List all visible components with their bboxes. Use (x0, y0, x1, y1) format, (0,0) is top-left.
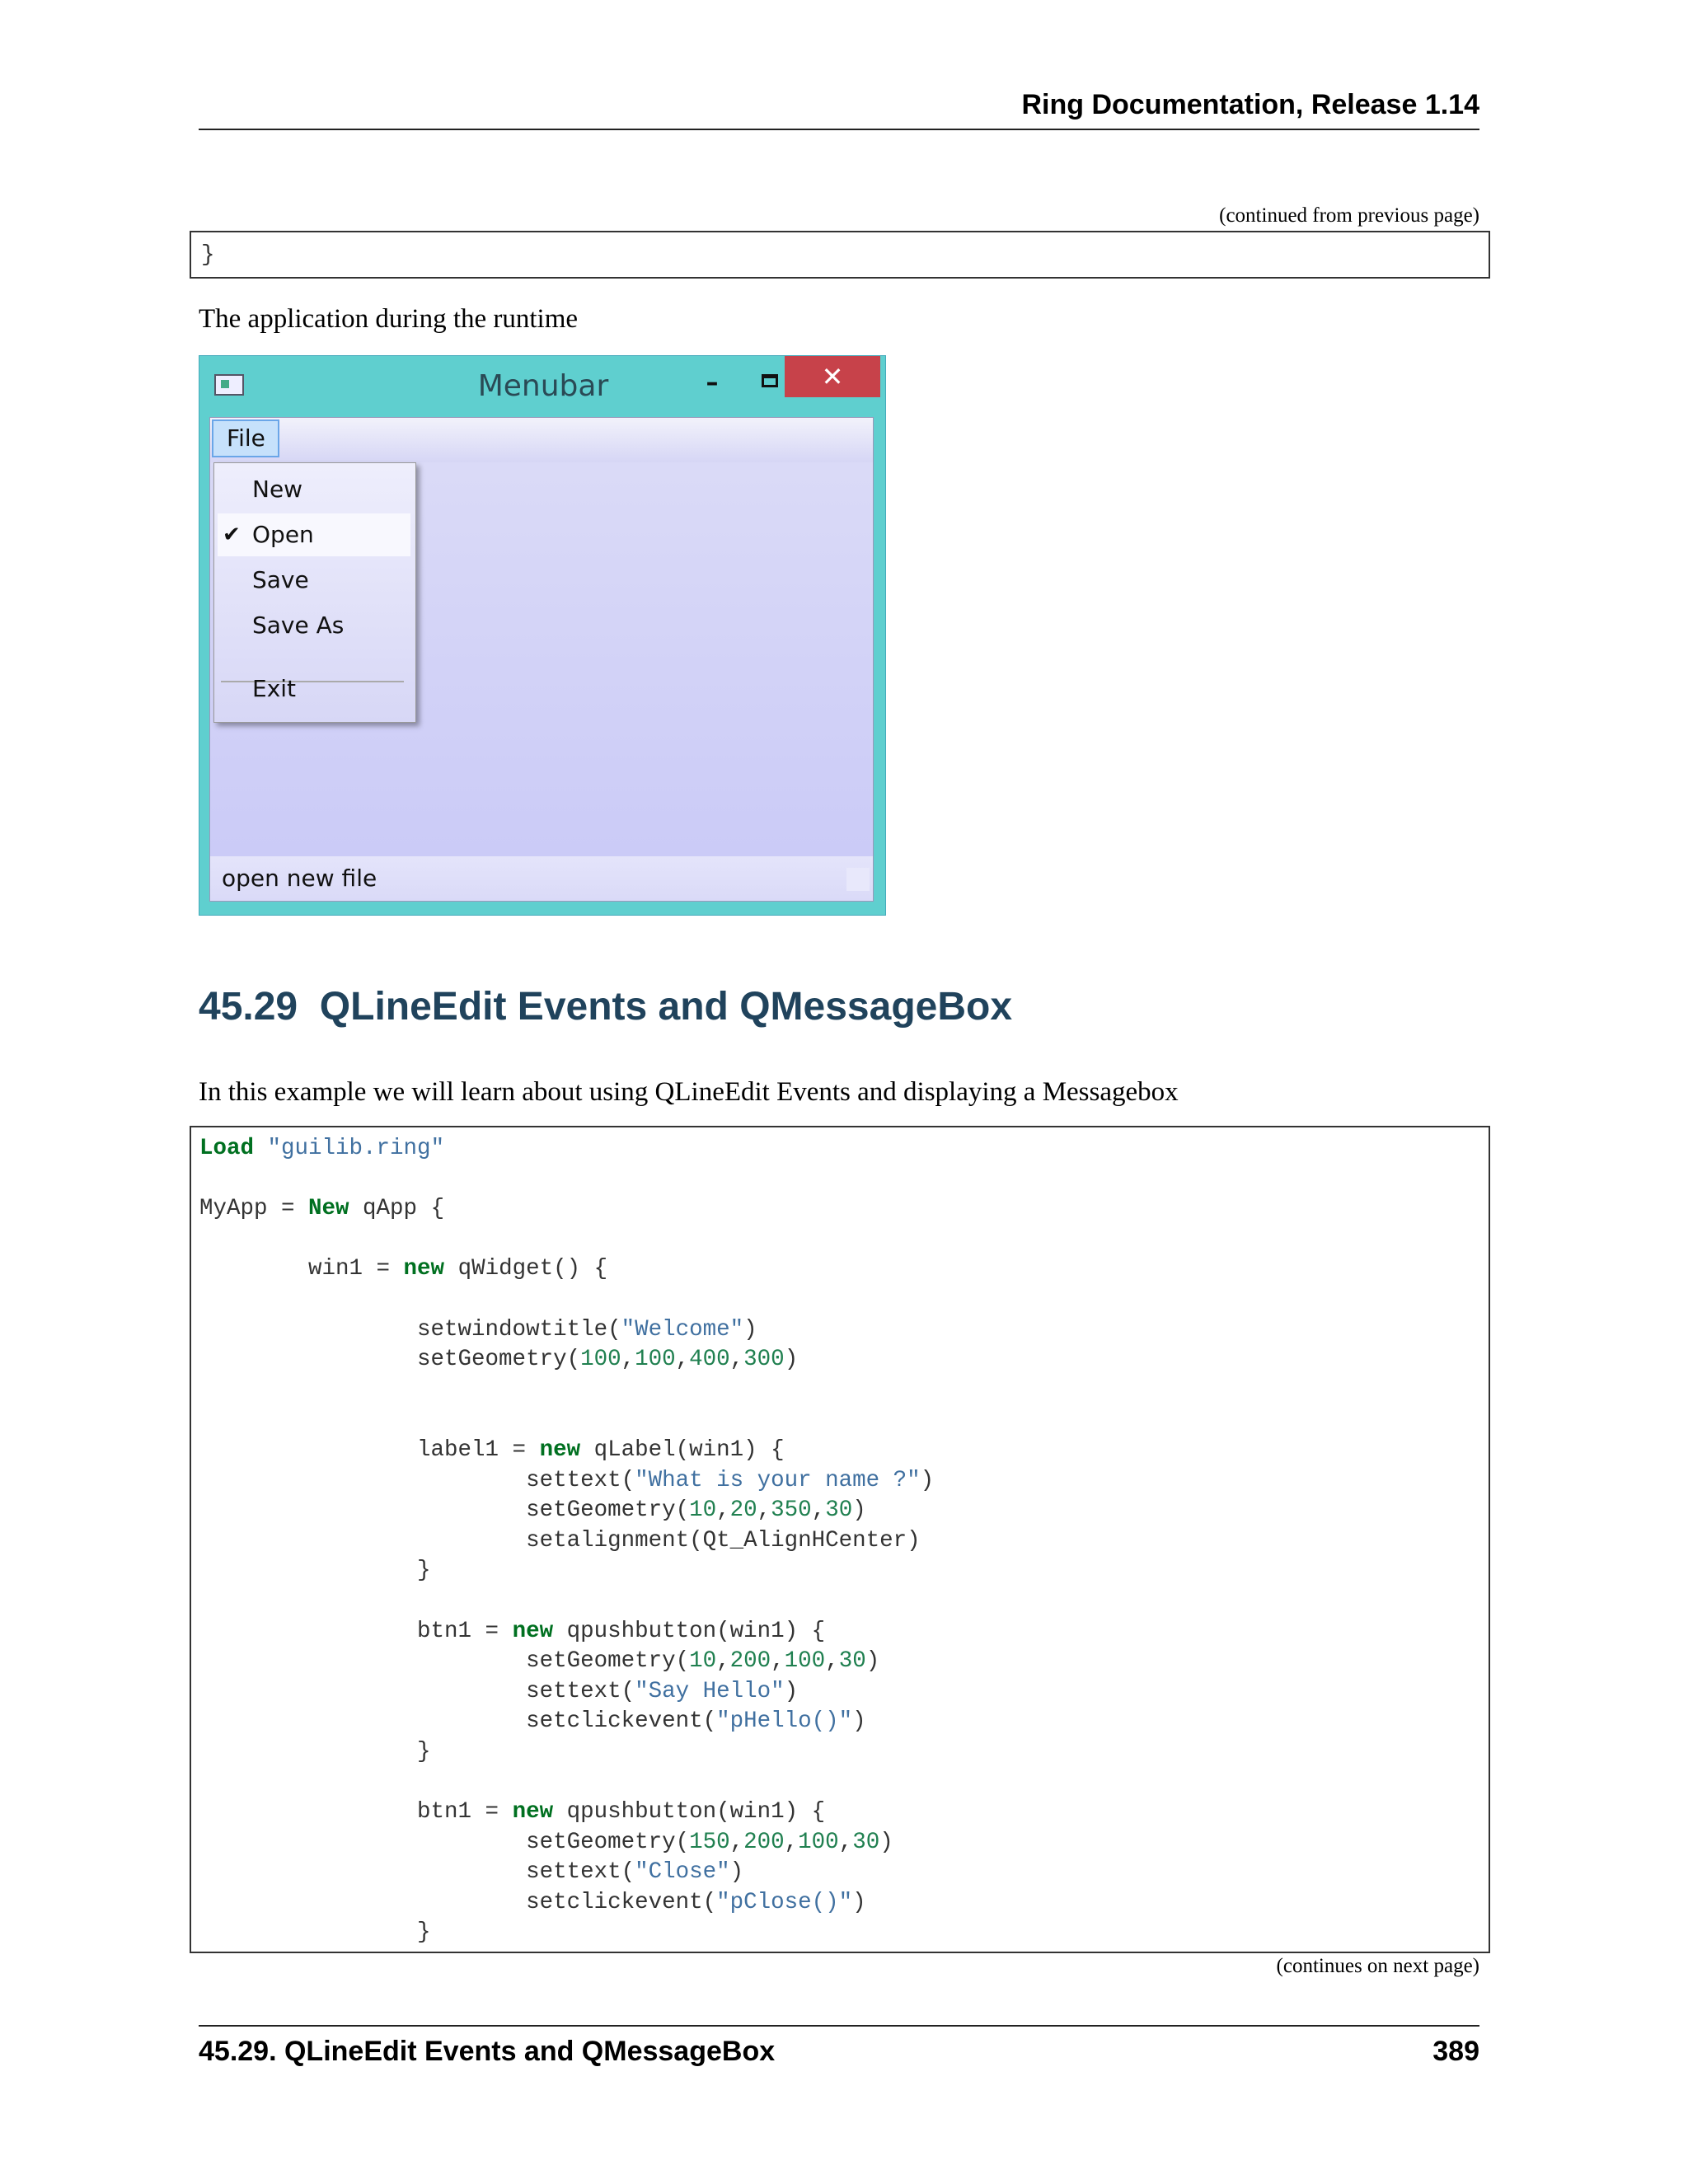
page-header-title: Ring Documentation, Release 1.14 (1021, 89, 1479, 120)
menu-item-label: Exit (252, 675, 297, 702)
code-line: setGeometry(100,100,400,300) (199, 1347, 799, 1373)
menu-file[interactable]: File (212, 419, 279, 457)
code-line (199, 1405, 934, 1436)
code-line: setGeometry(150,200,100,30) (199, 1829, 893, 1855)
window-client-area (209, 417, 874, 902)
code-line: btn1 = new qpushbutton(win1) { (199, 1799, 826, 1825)
app-window-screenshot (199, 355, 886, 916)
code-line: } (199, 1558, 431, 1584)
code-line (199, 1165, 934, 1195)
menu-item-label: Save As (252, 612, 345, 639)
code-line: label1 = new qLabel(win1) { (199, 1436, 785, 1463)
window-title: Menubar (477, 369, 609, 403)
code-line: win1 = new qWidget() { (199, 1256, 608, 1282)
status-bar (210, 856, 873, 901)
code-line: setclickevent("pClose()") (199, 1889, 866, 1915)
code-line (199, 1285, 934, 1315)
code-line (199, 1225, 934, 1255)
section-description: In this example we will learn about using QLineEdit Events and displaying a Messagebox (199, 1077, 1179, 1107)
close-icon[interactable]: ✕ (785, 356, 880, 397)
code-line: setalignment(Qt_AlignHCenter) (199, 1527, 921, 1554)
continued-from-note: (continued from previous page) (1219, 204, 1479, 227)
code-line: btn1 = new qpushbutton(win1) { (199, 1618, 826, 1644)
code-block-continued (190, 231, 1490, 279)
menu-item-save[interactable] (218, 559, 410, 602)
menu-item-exit[interactable] (218, 668, 410, 710)
size-grip-icon[interactable] (846, 868, 870, 891)
section-heading (199, 987, 1012, 1027)
section-title: QLineEdit Events and QMessageBox (319, 985, 1013, 1029)
section-number: 45.29 (199, 985, 298, 1029)
menu-item-label: Save (252, 566, 309, 593)
code-line (199, 1767, 934, 1797)
code-line: setwindowtitle("Welcome") (199, 1316, 757, 1343)
page-number: 389 (1432, 2036, 1479, 2067)
menubar (210, 418, 873, 462)
code-line: MyApp = New qApp { (199, 1196, 445, 1222)
menu-item-save-as[interactable] (218, 604, 410, 647)
code-line: setclickevent("pHello()") (199, 1708, 866, 1735)
code-line: Load "guilib.ring" (199, 1136, 445, 1161)
code-line: } (199, 1919, 431, 1946)
file-dropdown-menu (213, 462, 416, 723)
status-text: open new file (222, 865, 377, 892)
menu-item-new[interactable] (218, 468, 410, 511)
intro-text: The application during the runtime (199, 304, 579, 334)
code-listing (199, 1134, 934, 1948)
code-line (199, 1376, 934, 1406)
footer-section-label: 45.29. QLineEdit Events and QMessageBox (199, 2036, 776, 2067)
code-line: settext("What is your name ?") (199, 1467, 935, 1493)
code-line: settext("Close") (199, 1859, 744, 1886)
menu-item-label: Open (252, 521, 314, 548)
menu-item-open[interactable] (218, 513, 410, 556)
code-line: setGeometry(10,200,100,30) (199, 1648, 880, 1675)
code-line: setGeometry(10,20,350,30) (199, 1497, 866, 1524)
code-block (190, 1126, 1490, 1953)
code-line (199, 1586, 934, 1617)
header-rule (199, 129, 1479, 130)
footer-rule (199, 2025, 1479, 2027)
continues-note: (continues on next page) (1276, 1955, 1479, 1977)
code-line: } (199, 1738, 431, 1765)
menu-item-label: New (252, 476, 303, 503)
minimize-icon[interactable]: – (706, 368, 719, 397)
code-line: } (201, 242, 215, 268)
code-line: settext("Say Hello") (199, 1678, 799, 1704)
checkmark-icon: ✔ (223, 523, 241, 547)
